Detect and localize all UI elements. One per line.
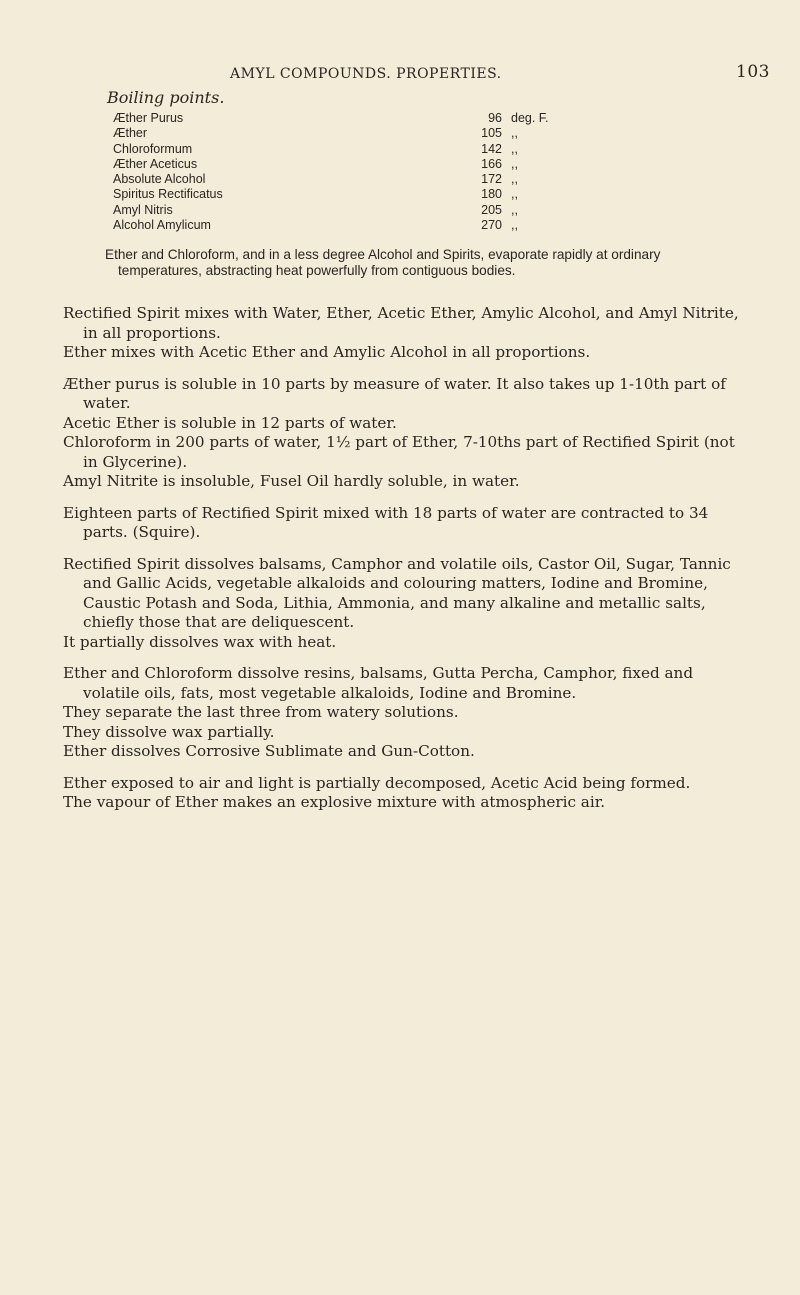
boiling-point-value: 180 xyxy=(481,187,502,202)
compound-name: Spiritus Rectificatus xyxy=(113,187,223,202)
paragraph: Acetic Ether is soluble in 12 parts of water. xyxy=(63,413,397,432)
paragraph-gap xyxy=(63,652,743,664)
boiling-point-value: 270 xyxy=(481,218,502,233)
boiling-point-unit: ,, xyxy=(511,202,518,217)
paragraph-gap xyxy=(63,492,743,504)
paragraph: It partially dissolves wax with heat. xyxy=(63,632,337,651)
running-title: AMYL COMPOUNDS. PROPERTIES. xyxy=(230,66,502,82)
paragraph: Eighteen parts of Rectified Spirit mixed with 18 parts of water are contracted to 34 parts. (Squire). xyxy=(63,503,709,541)
boiling-point-value: 105 xyxy=(481,126,502,141)
paragraph: Chloroform in 200 parts of water, 1½ part of Ether, 7-10ths part of Rectified Spirit (not in Glycerine). xyxy=(63,433,735,471)
boiling-point-row xyxy=(113,172,673,187)
paragraph: Ether mixes with Acetic Ether and Amylic Alcohol in all proportions. xyxy=(63,343,591,361)
compound-name: Æther Aceticus xyxy=(113,156,198,171)
boiling-point-value: 205 xyxy=(481,202,502,217)
paragraph-gap xyxy=(63,762,743,774)
paragraph-gap xyxy=(63,543,743,555)
boiling-point-row xyxy=(113,157,673,172)
boiling-point-unit: ,, xyxy=(511,172,518,187)
boiling-point-value: 166 xyxy=(481,156,502,171)
boiling-points-note: Ether and Chloroform, and in a less degree Alcohol and Spirits, evaporate rapidly at ordinary temperatures, abstracting heat powerfully from contiguous bodies. xyxy=(105,247,661,278)
boiling-point-row xyxy=(113,142,673,157)
compound-name: Absolute Alcohol xyxy=(113,172,206,187)
compound-name: Æther Purus xyxy=(113,111,184,125)
paragraph: Ether and Chloroform dissolve resins, balsams, Gutta Percha, Camphor, fixed and volatile oils, fats, most vegetable alkaloids, Iodine and Bromine. xyxy=(63,664,694,702)
boiling-point-row xyxy=(113,126,673,141)
paragraph: Rectified Spirit dissolves balsams, Camphor and volatile oils, Castor Oil, Sugar, Tannic and Gallic Acids, vegetable alkaloids and colouring matters, Iodine and Bromine, Caustic Potash and Soda, Lithia, Ammonia, and many alkaline and metallic salts, chiefly those that are deliquescent. xyxy=(63,554,731,631)
boiling-point-unit: ,, xyxy=(511,126,518,141)
boiling-point-row xyxy=(113,203,673,218)
boiling-point-row xyxy=(113,111,673,126)
paragraph: They dissolve wax partially. xyxy=(63,722,275,741)
boiling-point-value: 96 xyxy=(488,111,502,125)
boiling-point-value: 172 xyxy=(481,172,502,187)
compound-name: Alcohol Amylicum xyxy=(113,218,211,233)
boiling-points-title: Boiling points. xyxy=(107,88,225,107)
paragraph: Amyl Nitrite is insoluble, Fusel Oil hardly soluble, in water. xyxy=(63,472,520,490)
boiling-points-table xyxy=(113,111,673,233)
paragraph: Rectified Spirit mixes with Water, Ether, Acetic Ether, Amylic Alcohol, and Amyl Nitrite, in all proportions. xyxy=(63,304,739,342)
paragraph: Æther purus is soluble in 10 parts by measure of water. It also takes up 1-10th part of water. xyxy=(63,374,726,412)
paragraph: Ether dissolves Corrosive Sublimate and Gun-Cotton. xyxy=(63,742,475,760)
boiling-point-unit: deg. F. xyxy=(511,111,549,125)
paragraph: The vapour of Ether makes an explosive mixture with atmospheric air. xyxy=(63,793,606,811)
boiling-point-row xyxy=(113,218,673,233)
compound-name: Æther xyxy=(113,126,148,141)
boiling-point-unit: ,, xyxy=(511,218,518,233)
compound-name: Amyl Nitris xyxy=(113,202,173,217)
compound-name: Chloroformum xyxy=(113,141,193,156)
paragraph: Ether exposed to air and light is partially decomposed, Acetic Acid being formed. xyxy=(63,773,691,792)
boiling-point-value: 142 xyxy=(481,141,502,156)
boiling-point-unit: ,, xyxy=(511,141,518,156)
paragraph: They separate the last three from watery solutions. xyxy=(63,703,459,721)
page-number: 103 xyxy=(736,62,770,82)
boiling-point-unit: ,, xyxy=(511,187,518,202)
paragraph-gap xyxy=(63,363,743,375)
boiling-point-unit: ,, xyxy=(511,156,518,171)
boiling-point-row xyxy=(113,187,673,202)
body-text xyxy=(63,304,743,813)
